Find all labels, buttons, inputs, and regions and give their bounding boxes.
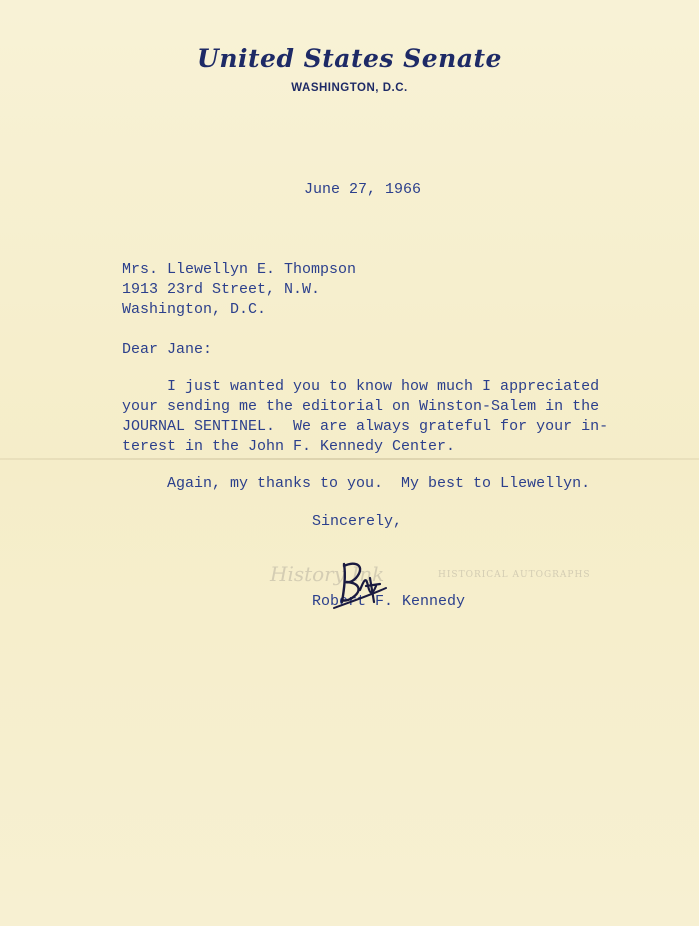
letterhead-title: United States Senate xyxy=(197,44,502,73)
signature-name: Robert F. Kennedy xyxy=(312,593,466,610)
recipient-street: 1913 23rd Street, N.W. xyxy=(122,281,321,298)
recipient-name: Mrs. Llewellyn E. Thompson xyxy=(122,261,357,278)
watermark-text: History Ink xyxy=(270,562,385,586)
body-line-1: I just wanted you to know how much I appreciated xyxy=(122,378,600,395)
paper-fold-line xyxy=(0,458,699,460)
watermark-subtext: HISTORICAL AUTOGRAPHS xyxy=(438,570,591,580)
closing: Sincerely, xyxy=(312,513,403,530)
recipient-city: Washington, D.C. xyxy=(122,301,267,318)
letter-date: June 27, 1966 xyxy=(304,181,422,198)
letterhead-subtitle: WASHINGTON, D.C. xyxy=(291,82,408,94)
body-paragraph-2: Again, my thanks to you. My best to Llewellyn. xyxy=(122,475,591,492)
body-line-3: JOURNAL SENTINEL. We are always grateful for your in- xyxy=(122,418,609,435)
handwritten-signature xyxy=(330,556,390,614)
body-line-4: terest in the John F. Kennedy Center. xyxy=(122,438,456,455)
body-line-2: your sending me the editorial on Winston-Salem in the xyxy=(122,398,600,415)
salutation: Dear Jane: xyxy=(122,341,213,358)
